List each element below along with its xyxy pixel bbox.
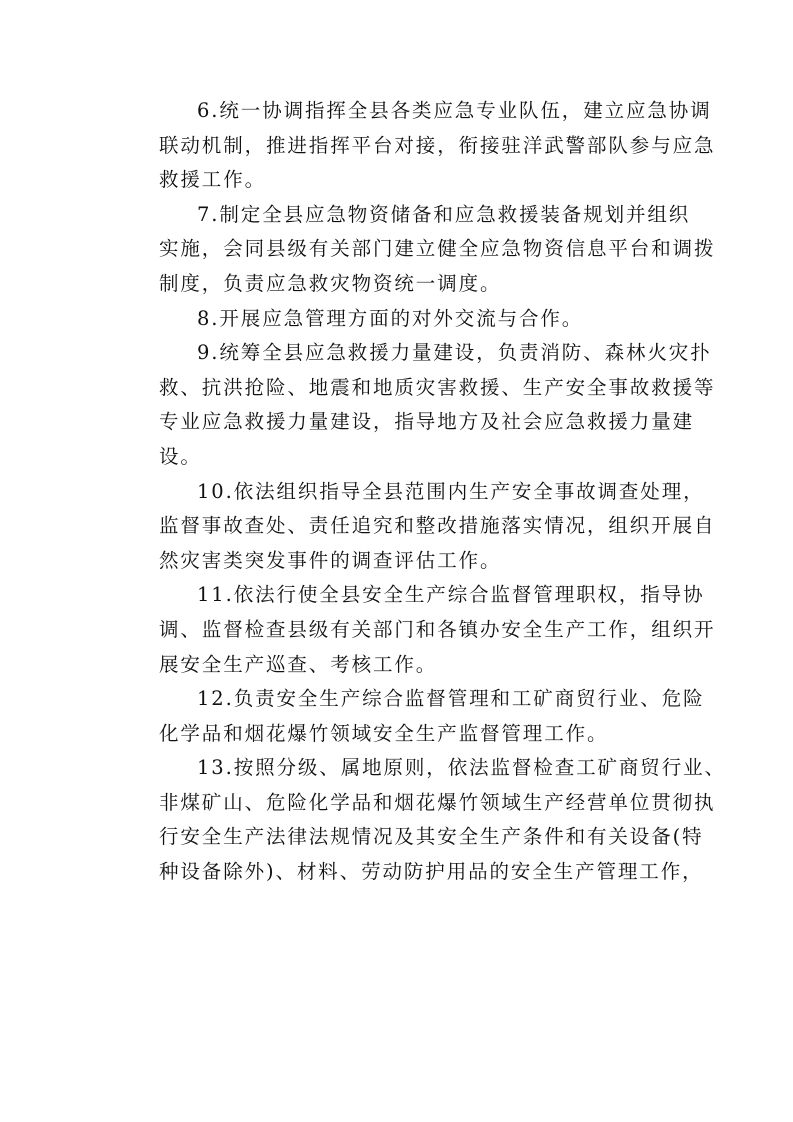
text-line: 调、监督检查县级有关部门和各镇办安全生产工作，组织开	[159, 617, 716, 641]
paragraph-item-12	[120, 682, 705, 751]
text-line: 救援工作。	[159, 168, 267, 192]
text-line: 化学品和烟花爆竹领域安全生产监督管理工作。	[159, 721, 609, 745]
text-line: 6.统一协调指挥全县各类应急专业队伍，建立应急协调	[197, 99, 712, 122]
text-line: 非煤矿山、危险化学品和烟花爆竹领域生产经营单位贯彻执	[159, 790, 716, 814]
text-line: 种设备除外)、材料、劳动防护用品的安全生产管理工作，	[159, 860, 704, 884]
paragraph-item-11	[120, 578, 716, 682]
text-line: 13.按照分级、属地原则，依法监督检查工矿商贸行业、	[197, 756, 726, 780]
text-line: 设。	[159, 444, 202, 468]
text-line: 监督事故查处、责任追究和整改措施落实情况，组织开展自	[159, 514, 716, 538]
text-line: 展安全生产巡查、考核工作。	[159, 652, 438, 676]
text-line: 专业应急救援力量建设，指导地方及社会应急救援力量建	[159, 410, 695, 434]
paragraph-item-9	[120, 336, 716, 474]
text-line: 10.依法组织指导全县范围内生产安全事故调查处理，	[197, 479, 705, 503]
text-line: 12.负责安全生产综合监督管理和工矿商贸行业、危险	[197, 687, 705, 711]
document-body	[120, 94, 726, 890]
text-line: 救、抗洪抢险、地震和地质灾害救援、生产安全事故救援等	[159, 375, 716, 399]
text-line: 7.制定全县应急物资储备和应急救援装备规划并组织	[197, 202, 691, 226]
paragraph-item-13	[120, 751, 726, 889]
paragraph-item-8	[120, 302, 682, 337]
text-line: 制度，负责应急救灾物资统一调度。	[159, 271, 502, 295]
text-line: 8.开展应急管理方面的对外交流与合作。	[197, 306, 584, 330]
text-line: 然灾害类突发事件的调查评估工作。	[159, 548, 502, 572]
text-line: 实施，会同县级有关部门建立健全应急物资信息平台和调拨	[159, 237, 716, 261]
paragraph-item-7	[120, 198, 716, 302]
text-line: 9.统筹全县应急救援力量建设，负责消防、森林火灾扑	[197, 341, 712, 365]
text-line: 行安全生产法律法规情况及其安全生产条件和有关设备(特	[159, 825, 704, 849]
paragraph-item-6	[120, 94, 716, 198]
text-line: 11.依法行使全县安全生产综合监督管理职权，指导协	[197, 583, 705, 607]
text-line: 联动机制，推进指挥平台对接，衔接驻洋武警部队参与应急	[159, 133, 716, 157]
paragraph-item-10	[120, 475, 716, 579]
